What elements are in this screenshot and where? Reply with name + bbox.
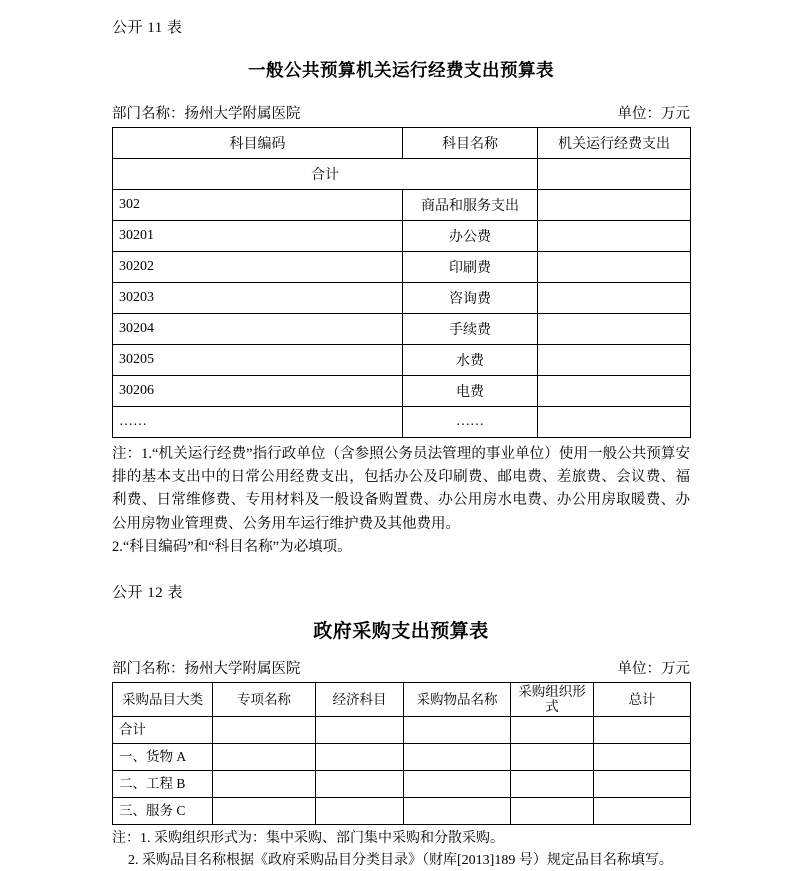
cell-org-form bbox=[511, 716, 594, 743]
cell-amount bbox=[538, 283, 691, 314]
cell-total bbox=[594, 743, 691, 770]
table-header-row bbox=[113, 128, 691, 159]
column-header-code: 科目编码 bbox=[113, 128, 403, 159]
cell-name: 印刷费 bbox=[403, 252, 538, 283]
note-item: 注：1.“机关运行经费”指行政单位（含参照公务员法管理的事业单位）使用一般公共预算安排的基本支出中的日常公用经费支出，包括办公及印刷费、邮电费、差旅费、会议费、福利费、日常维修费、专用材料及一般设备购置费、办公用房水电费、办公用房取暖费、办公用房物业管理费、公务用车运行维护费及其他费用。 bbox=[112, 446, 690, 532]
cell-name: …… bbox=[403, 407, 538, 438]
table-row bbox=[113, 190, 691, 221]
column-header-org-form: 采购组织形式 bbox=[511, 682, 594, 716]
cell-category: 二、工程 B bbox=[113, 770, 213, 797]
department-name-12: 部门名称：扬州大学附属医院 bbox=[112, 660, 301, 677]
column-header-project: 专项名称 bbox=[213, 682, 316, 716]
table-row bbox=[113, 770, 691, 797]
cell-economic bbox=[316, 770, 404, 797]
table-row bbox=[113, 345, 691, 376]
cell-code: 30201 bbox=[113, 221, 403, 252]
table-row-total bbox=[113, 159, 691, 190]
cell-project bbox=[213, 743, 316, 770]
cell-code: 30203 bbox=[113, 283, 403, 314]
cell-amount bbox=[538, 221, 691, 252]
cell-amount bbox=[538, 407, 691, 438]
table-government-procurement bbox=[112, 682, 691, 825]
cell-project bbox=[213, 770, 316, 797]
cell-code: 30206 bbox=[113, 376, 403, 407]
cell-code: …… bbox=[113, 407, 403, 438]
table-row bbox=[113, 252, 691, 283]
cell-total bbox=[594, 716, 691, 743]
cell-code: 302 bbox=[113, 190, 403, 221]
note-item: 注：1. 采购组织形式为：集中采购、部门集中采购和分散采购。 bbox=[112, 830, 504, 846]
cell-economic bbox=[316, 797, 404, 824]
table-row bbox=[113, 221, 691, 252]
table-row bbox=[113, 314, 691, 345]
meta-row-11 bbox=[112, 102, 690, 123]
table-row bbox=[113, 283, 691, 314]
cell-code: 30204 bbox=[113, 314, 403, 345]
cell-code: 30202 bbox=[113, 252, 403, 283]
cell-total bbox=[594, 770, 691, 797]
table-row bbox=[113, 407, 691, 438]
cell-name: 咨询费 bbox=[403, 283, 538, 314]
cell-amount bbox=[538, 252, 691, 283]
notes-12 bbox=[112, 828, 690, 871]
cell-name: 电费 bbox=[403, 376, 538, 407]
column-header-total: 总计 bbox=[594, 682, 691, 716]
cell-name: 办公费 bbox=[403, 221, 538, 252]
table-row bbox=[113, 797, 691, 824]
column-header-economic: 经济科目 bbox=[316, 682, 404, 716]
note-item: 2. 采购品目名称根据《政府采购品目分类目录》（财库[2013]189 号）规定品目名称填写。 bbox=[128, 852, 673, 868]
cell-name: 手续费 bbox=[403, 314, 538, 345]
cell-item bbox=[404, 770, 511, 797]
meta-row-12 bbox=[112, 657, 690, 678]
cell-item bbox=[404, 797, 511, 824]
cell-org-form bbox=[511, 743, 594, 770]
table-row bbox=[113, 743, 691, 770]
cell-item bbox=[404, 743, 511, 770]
cell-category: 三、服务 C bbox=[113, 797, 213, 824]
cell-category: 合计 bbox=[113, 716, 213, 743]
table-row bbox=[113, 716, 691, 743]
column-header-name: 科目名称 bbox=[403, 128, 538, 159]
cell-amount bbox=[538, 376, 691, 407]
cell-org-form bbox=[511, 770, 594, 797]
department-name-11: 部门名称：扬州大学附属医院 bbox=[112, 106, 301, 122]
cell-org-form bbox=[511, 797, 594, 824]
cell-project bbox=[213, 797, 316, 824]
cell-total-amount bbox=[538, 159, 691, 190]
cell-code: 30205 bbox=[113, 345, 403, 376]
document-content bbox=[112, 10, 690, 871]
cell-name: 商品和服务支出 bbox=[403, 190, 538, 221]
table-row bbox=[113, 376, 691, 407]
cell-economic bbox=[316, 743, 404, 770]
unit-label-12: 单位：万元 bbox=[617, 660, 690, 677]
section-label-12: 公开 12 表 bbox=[112, 584, 184, 601]
cell-amount bbox=[538, 345, 691, 376]
cell-amount bbox=[538, 190, 691, 221]
page-title-12: 政府采购支出预算表 bbox=[313, 620, 489, 642]
table-operating-expenses bbox=[112, 127, 691, 438]
column-header-category: 采购品目大类 bbox=[113, 682, 213, 716]
cell-economic bbox=[316, 716, 404, 743]
cell-total bbox=[594, 797, 691, 824]
table-header-row bbox=[113, 682, 691, 716]
cell-item bbox=[404, 716, 511, 743]
cell-amount bbox=[538, 314, 691, 345]
column-header-amount: 机关运行经费支出 bbox=[538, 128, 691, 159]
page-title-11: 一般公共预算机关运行经费支出预算表 bbox=[248, 60, 554, 80]
column-header-item: 采购物品名称 bbox=[404, 682, 511, 716]
cell-category: 一、货物 A bbox=[113, 743, 213, 770]
cell-name: 水费 bbox=[403, 345, 538, 376]
cell-total-label: 合计 bbox=[113, 159, 538, 190]
section-label-11: 公开 11 表 bbox=[112, 20, 183, 36]
cell-project bbox=[213, 716, 316, 743]
notes-11 bbox=[112, 443, 690, 559]
unit-label-11: 单位：万元 bbox=[617, 106, 690, 122]
note-item: 2.“科目编码”和“科目名称”为必填项。 bbox=[112, 538, 352, 555]
